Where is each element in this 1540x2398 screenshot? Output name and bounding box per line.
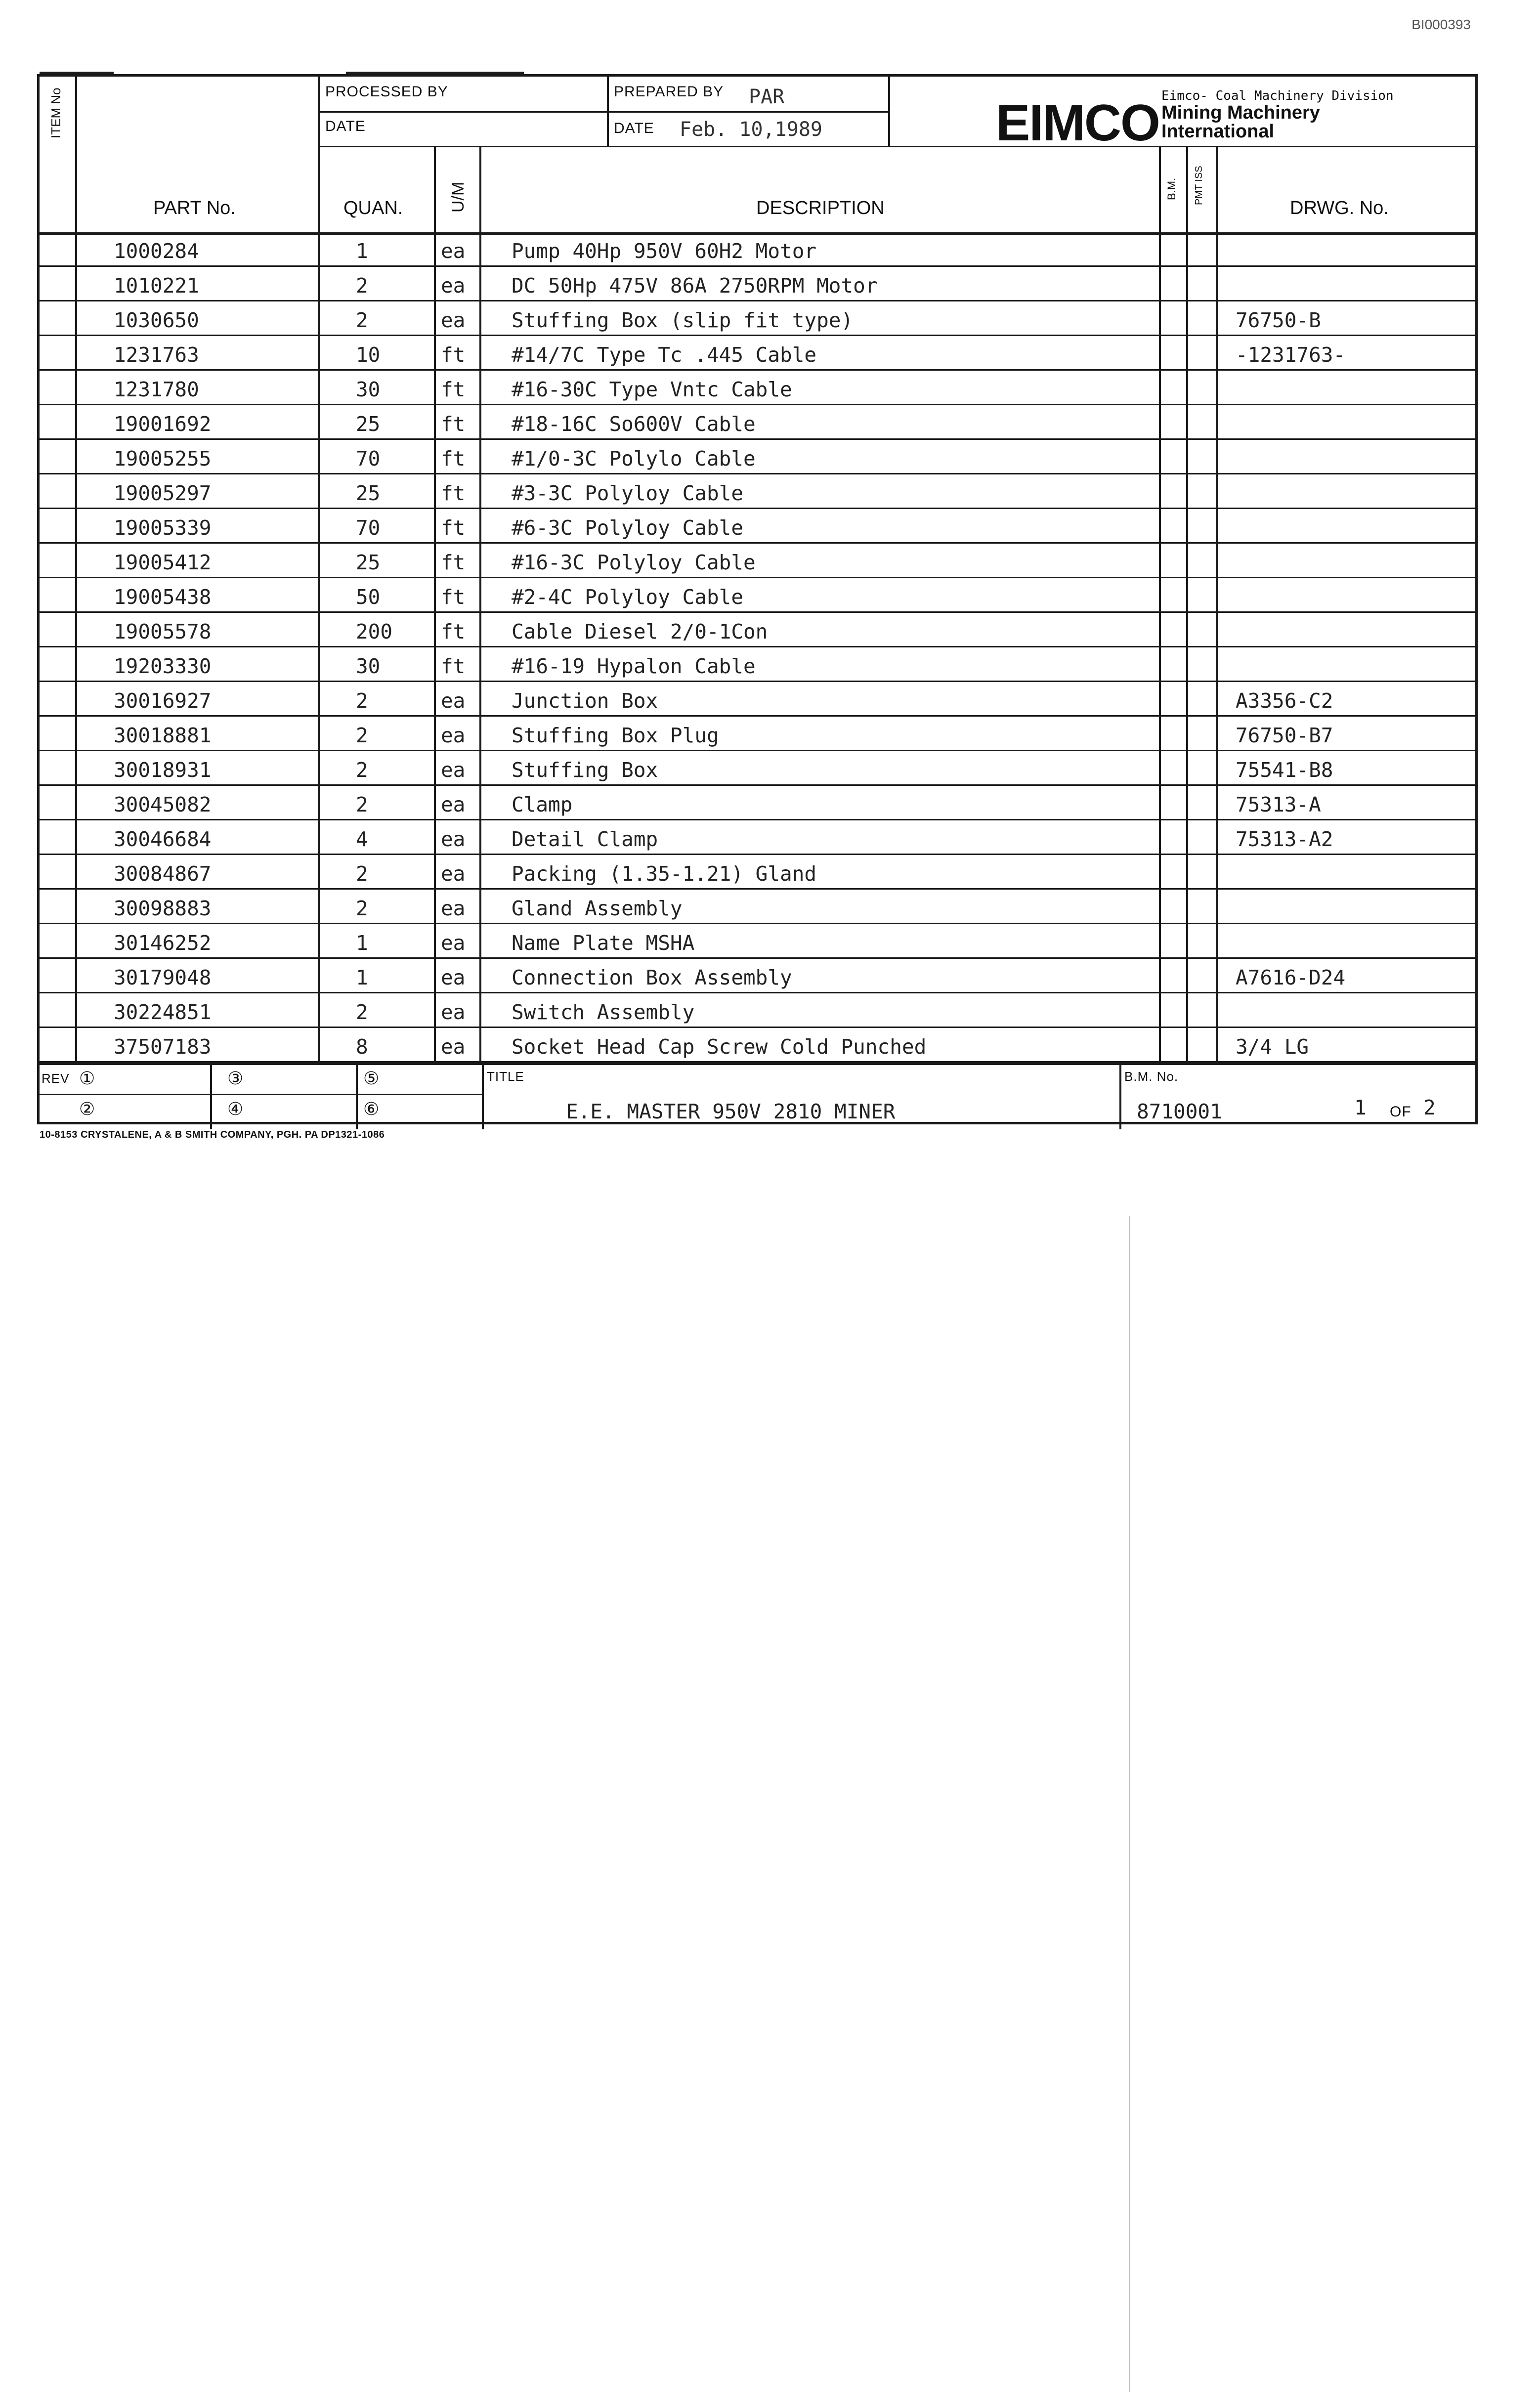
unit-of-measure: ea — [441, 1000, 466, 1024]
quantity: 2 — [356, 724, 368, 747]
quantity: 8 — [356, 1035, 368, 1059]
unit-of-measure: ea — [441, 758, 466, 782]
part-number: 30045082 — [114, 793, 212, 816]
quan-header: QUAN. — [343, 198, 403, 218]
unit-of-measure: ea — [441, 724, 466, 747]
part-number: 1000284 — [114, 239, 199, 263]
drawing-number: A7616-D24 — [1236, 966, 1346, 989]
quantity: 2 — [356, 793, 368, 816]
drawing-number: -1231763- — [1236, 343, 1346, 367]
rev-6: ⑥ — [363, 1099, 380, 1119]
unit-of-measure: ft — [441, 585, 466, 609]
quantity: 70 — [356, 516, 381, 540]
description: #16-19 Hypalon Cable — [512, 654, 756, 678]
description: Pump 40Hp 950V 60H2 Motor — [512, 239, 817, 263]
description: Clamp — [512, 793, 573, 816]
table-row — [40, 751, 1475, 786]
table-row — [40, 613, 1475, 647]
part-number: 19001692 — [114, 412, 212, 436]
company-line-1: Mining Machinery — [1161, 102, 1320, 123]
table-row — [40, 371, 1475, 405]
description: Stuffing Box (slip fit type) — [512, 308, 854, 332]
drwg-no-header: DRWG. No. — [1290, 198, 1389, 218]
unit-of-measure: ea — [441, 897, 466, 920]
unit-of-measure: ea — [441, 239, 466, 263]
quantity: 1 — [356, 931, 368, 955]
description: Junction Box — [512, 689, 658, 713]
description: Stuffing Box Plug — [512, 724, 719, 747]
part-number: 30018881 — [114, 724, 212, 747]
description: #1/0-3C Polylo Cable — [512, 447, 756, 471]
parts-table — [40, 232, 1475, 1063]
item-no-header: ITEM No — [48, 87, 63, 138]
part-number: 19005438 — [114, 585, 212, 609]
description: Gland Assembly — [512, 897, 683, 920]
description: DC 50Hp 475V 86A 2750RPM Motor — [512, 274, 878, 298]
description: #16-30C Type Vntc Cable — [512, 378, 792, 401]
eimco-logo: EIMCO — [996, 94, 1159, 152]
quantity: 2 — [356, 689, 368, 713]
unit-of-measure: ea — [441, 931, 466, 955]
sheet-total: 2 — [1423, 1096, 1436, 1119]
description: Stuffing Box — [512, 758, 658, 782]
drawing-number: 76750-B — [1236, 308, 1321, 332]
table-row — [40, 405, 1475, 440]
unit-of-measure: ea — [441, 274, 466, 298]
part-number: 37507183 — [114, 1035, 212, 1059]
description: #18-16C So600V Cable — [512, 412, 756, 436]
processed-date-label: DATE — [325, 118, 366, 134]
table-row — [40, 855, 1475, 890]
prepared-date-label: DATE — [614, 120, 654, 136]
unit-of-measure: ft — [441, 447, 466, 471]
quantity: 2 — [356, 1000, 368, 1024]
description: Detail Clamp — [512, 827, 658, 851]
unit-of-measure: ft — [441, 378, 466, 401]
part-number: 30098883 — [114, 897, 212, 920]
description: Name Plate MSHA — [512, 931, 695, 955]
sheet-number: 1 — [1354, 1096, 1367, 1119]
rev-label: REV — [42, 1071, 70, 1086]
description: #14/7C Type Tc .445 Cable — [512, 343, 817, 367]
rev-4: ④ — [227, 1099, 244, 1119]
unit-of-measure: ft — [441, 412, 466, 436]
bm-header: B.M. — [1165, 177, 1178, 200]
unit-of-measure: ft — [441, 481, 466, 505]
table-row — [40, 232, 1475, 267]
quantity: 2 — [356, 308, 368, 332]
part-number: 30018931 — [114, 758, 212, 782]
bill-of-materials-form — [37, 74, 1478, 1124]
processed-by-label: PROCESSED BY — [325, 84, 448, 100]
table-row — [40, 1028, 1475, 1063]
part-no-header: PART No. — [153, 198, 236, 218]
quantity: 2 — [356, 862, 368, 886]
part-number: 1010221 — [114, 274, 199, 298]
unit-of-measure: ft — [441, 620, 466, 643]
rev-1: ① — [79, 1068, 95, 1088]
part-number: 19005297 — [114, 481, 212, 505]
description: #2-4C Polyloy Cable — [512, 585, 743, 609]
unit-of-measure: ea — [441, 827, 466, 851]
unit-of-measure: ea — [441, 1035, 466, 1059]
um-header: U/M — [449, 181, 468, 213]
table-row — [40, 336, 1475, 371]
part-number: 1231780 — [114, 378, 199, 401]
drawing-number: 76750-B7 — [1236, 724, 1333, 747]
prepared-date-value: Feb. 10,1989 — [680, 118, 822, 141]
unit-of-measure: ft — [441, 551, 466, 574]
description: #6-3C Polyloy Cable — [512, 516, 743, 540]
prepared-by-value: PAR — [749, 86, 785, 108]
scan-artifact — [1129, 1216, 1130, 2392]
table-row — [40, 786, 1475, 820]
table-row — [40, 993, 1475, 1028]
unit-of-measure: ft — [441, 654, 466, 678]
part-number: 19005339 — [114, 516, 212, 540]
unit-of-measure: ea — [441, 862, 466, 886]
part-number: 19005412 — [114, 551, 212, 574]
quantity: 10 — [356, 343, 381, 367]
quantity: 1 — [356, 966, 368, 989]
rev-3: ③ — [227, 1068, 244, 1088]
quantity: 200 — [356, 620, 393, 643]
drawing-number: 75313-A2 — [1236, 827, 1333, 851]
description: #3-3C Polyloy Cable — [512, 481, 743, 505]
drawing-number: 3/4 LG — [1236, 1035, 1309, 1059]
unit-of-measure: ft — [441, 516, 466, 540]
table-row — [40, 924, 1475, 959]
part-number: 30146252 — [114, 931, 212, 955]
table-row — [40, 301, 1475, 336]
part-number: 30016927 — [114, 689, 212, 713]
drawing-number: A3356-C2 — [1236, 689, 1333, 713]
part-number: 30084867 — [114, 862, 212, 886]
prepared-by-label: PREPARED BY — [614, 84, 724, 100]
part-number: 30046684 — [114, 827, 212, 851]
quantity: 50 — [356, 585, 381, 609]
part-number: 30179048 — [114, 966, 212, 989]
title-value: E.E. MASTER 950V 2810 MINER — [566, 1100, 896, 1123]
unit-of-measure: ea — [441, 689, 466, 713]
division-text: Eimco- Coal Machinery Division — [1161, 88, 1394, 103]
table-row — [40, 509, 1475, 544]
table-row — [40, 267, 1475, 301]
bm-no-value: 8710001 — [1137, 1100, 1222, 1123]
printer-note: 10-8153 CRYSTALENE, A & B SMITH COMPANY, PGH. PA DP1321-1086 — [40, 1129, 385, 1140]
part-number: 30224851 — [114, 1000, 212, 1024]
table-row — [40, 959, 1475, 993]
quantity: 25 — [356, 412, 381, 436]
quantity: 25 — [356, 481, 381, 505]
rev-5: ⑤ — [363, 1068, 380, 1088]
table-row — [40, 474, 1475, 509]
description: Packing (1.35-1.21) Gland — [512, 862, 817, 886]
bm-no-label: B.M. No. — [1124, 1069, 1179, 1084]
table-row — [40, 890, 1475, 924]
quantity: 4 — [356, 827, 368, 851]
description: Socket Head Cap Screw Cold Punched — [512, 1035, 927, 1059]
pmt-iss-header: PMT ISS — [1194, 166, 1204, 205]
quantity: 30 — [356, 654, 381, 678]
description: Connection Box Assembly — [512, 966, 792, 989]
drawing-number: 75541-B8 — [1236, 758, 1333, 782]
part-number: 19005255 — [114, 447, 212, 471]
company-line-2: International — [1161, 121, 1275, 142]
table-row — [40, 440, 1475, 474]
quantity: 25 — [356, 551, 381, 574]
drawing-number: 75313-A — [1236, 793, 1321, 816]
quantity: 1 — [356, 239, 368, 263]
table-row — [40, 647, 1475, 682]
part-number: 1030650 — [114, 308, 199, 332]
unit-of-measure: ea — [441, 793, 466, 816]
table-row — [40, 717, 1475, 751]
title-label: TITLE — [487, 1069, 524, 1084]
part-number: 19203330 — [114, 654, 212, 678]
description: Cable Diesel 2/0-1Con — [512, 620, 768, 643]
document-id: BI000393 — [1412, 17, 1471, 32]
of-label: OF — [1390, 1104, 1412, 1120]
table-row — [40, 544, 1475, 578]
description-header: DESCRIPTION — [756, 198, 885, 218]
table-row — [40, 578, 1475, 613]
unit-of-measure: ea — [441, 308, 466, 332]
quantity: 30 — [356, 378, 381, 401]
form-header — [40, 77, 1475, 235]
unit-of-measure: ea — [441, 966, 466, 989]
quantity: 2 — [356, 758, 368, 782]
quantity: 2 — [356, 274, 368, 298]
form-footer — [40, 1063, 1475, 1129]
description: Switch Assembly — [512, 1000, 695, 1024]
quantity: 2 — [356, 897, 368, 920]
table-row — [40, 820, 1475, 855]
table-row — [40, 682, 1475, 717]
unit-of-measure: ft — [441, 343, 466, 367]
description: #16-3C Polyloy Cable — [512, 551, 756, 574]
part-number: 19005578 — [114, 620, 212, 643]
part-number: 1231763 — [114, 343, 199, 367]
rev-2: ② — [79, 1099, 95, 1119]
quantity: 70 — [356, 447, 381, 471]
